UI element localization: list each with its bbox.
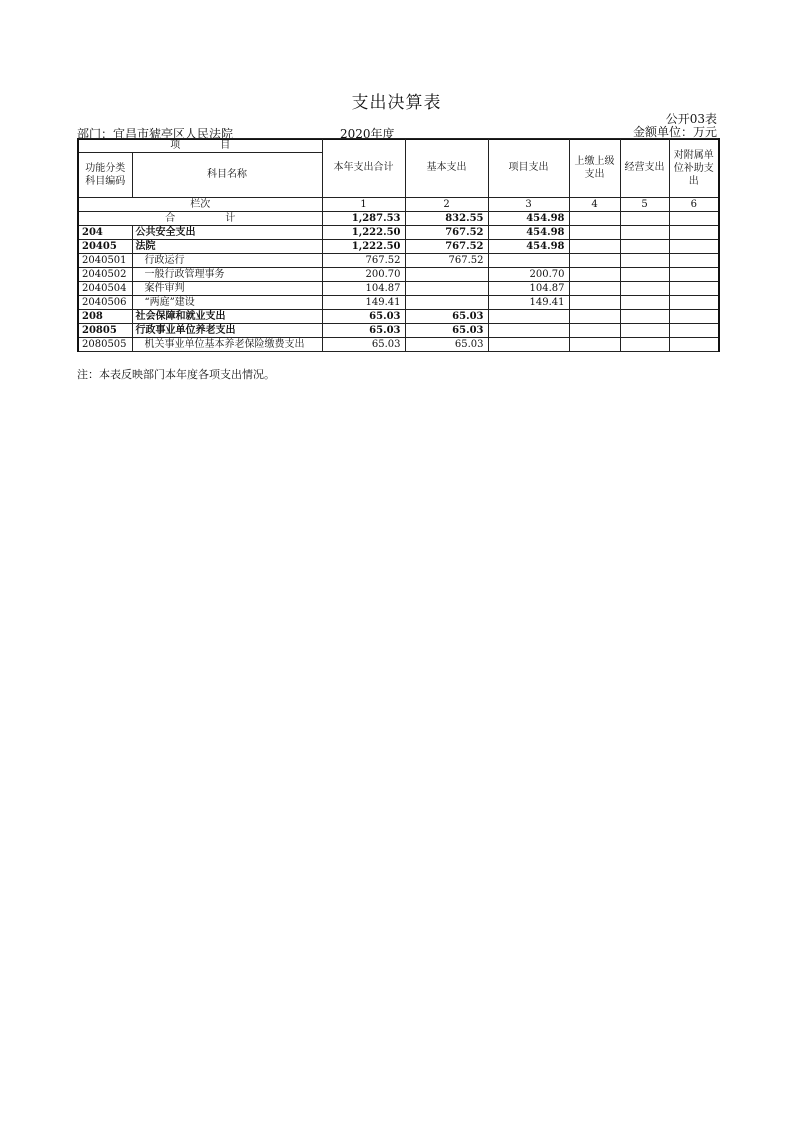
total-total: 1,287.53 [322, 212, 405, 226]
row-subsidiary [669, 254, 719, 268]
row-name: 行政运行 [132, 254, 322, 268]
column-index-row [78, 198, 719, 212]
total-label: 合 计 [78, 212, 322, 226]
total-business [620, 212, 669, 226]
index-2: 2 [405, 198, 488, 212]
row-project: 454.98 [488, 226, 569, 240]
row-project [488, 324, 569, 338]
row-business [620, 282, 669, 296]
table-row [78, 282, 719, 296]
form-code: 公开03表 [665, 112, 717, 126]
basic-header: 基本支出 [405, 139, 488, 198]
index-5: 5 [620, 198, 669, 212]
row-subsidiary [669, 282, 719, 296]
row-name: 公共安全支出 [132, 226, 322, 240]
department-label: 部门：宜昌市猇亭区人民法院 [77, 127, 234, 141]
row-basic: 65.03 [405, 324, 488, 338]
business-header: 经营支出 [620, 139, 669, 198]
subsidiary-header: 对附属单位补助支出 [669, 139, 719, 198]
row-code: 20405 [78, 240, 132, 254]
row-basic: 767.52 [405, 226, 488, 240]
row-total: 767.52 [322, 254, 405, 268]
total-basic: 832.55 [405, 212, 488, 226]
row-basic [405, 282, 488, 296]
row-code: 204 [78, 226, 132, 240]
row-superior [569, 296, 620, 310]
row-basic: 65.03 [405, 338, 488, 352]
row-basic: 767.52 [405, 254, 488, 268]
row-project: 149.41 [488, 296, 569, 310]
row-name: 法院 [132, 240, 322, 254]
row-code: 208 [78, 310, 132, 324]
row-subsidiary [669, 268, 719, 282]
row-superior [569, 268, 620, 282]
index-6: 6 [669, 198, 719, 212]
row-total: 65.03 [322, 310, 405, 324]
total-superior [569, 212, 620, 226]
item-header: 项 目 [78, 139, 322, 153]
row-total: 1,222.50 [322, 226, 405, 240]
table-row [78, 338, 719, 352]
total-project: 454.98 [488, 212, 569, 226]
index-4: 4 [569, 198, 620, 212]
row-name: 一般行政管理事务 [132, 268, 322, 282]
table-note: 注：本表反映部门本年度各项支出情况。 [77, 368, 275, 381]
row-superior [569, 226, 620, 240]
row-business [620, 310, 669, 324]
index-label: 栏次 [78, 198, 322, 212]
index-1: 1 [322, 198, 405, 212]
row-business [620, 296, 669, 310]
row-code: 2040501 [78, 254, 132, 268]
header-row-item [78, 139, 719, 153]
row-superior [569, 282, 620, 296]
total-row [78, 212, 719, 226]
table-row [78, 324, 719, 338]
row-code: 20805 [78, 324, 132, 338]
total-header: 本年支出合计 [322, 139, 405, 198]
row-total: 149.41 [322, 296, 405, 310]
row-subsidiary [669, 240, 719, 254]
row-total: 200.70 [322, 268, 405, 282]
row-total: 1,222.50 [322, 240, 405, 254]
amount-unit: 金额单位：万元 [632, 125, 717, 139]
row-code: 2040504 [78, 282, 132, 296]
row-superior [569, 338, 620, 352]
row-basic [405, 296, 488, 310]
row-name: 社会保障和就业支出 [132, 310, 322, 324]
row-code: 2040506 [78, 296, 132, 310]
table-row [78, 240, 719, 254]
row-superior [569, 254, 620, 268]
row-business [620, 240, 669, 254]
row-business [620, 226, 669, 240]
row-name: 行政事业单位养老支出 [132, 324, 322, 338]
row-superior [569, 240, 620, 254]
row-total: 65.03 [322, 324, 405, 338]
row-subsidiary [669, 338, 719, 352]
total-subsidiary [669, 212, 719, 226]
row-business [620, 268, 669, 282]
row-project [488, 338, 569, 352]
code-header: 功能分类科目编码 [78, 153, 132, 198]
table-row [78, 296, 719, 310]
table-row [78, 254, 719, 268]
row-business [620, 324, 669, 338]
row-project: 454.98 [488, 240, 569, 254]
page-title: 支出决算表 [351, 93, 442, 113]
index-3: 3 [488, 198, 569, 212]
superior-header: 上缴上级支出 [569, 139, 620, 198]
row-subsidiary [669, 324, 719, 338]
table-row [78, 226, 719, 240]
row-subsidiary [669, 310, 719, 324]
row-superior [569, 324, 620, 338]
row-total: 65.03 [322, 338, 405, 352]
row-project: 200.70 [488, 268, 569, 282]
row-superior [569, 310, 620, 324]
row-name: “两庭”建设 [132, 296, 322, 310]
table-row [78, 310, 719, 324]
expenditure-table [77, 138, 720, 352]
row-basic: 767.52 [405, 240, 488, 254]
row-total: 104.87 [322, 282, 405, 296]
row-code: 2040502 [78, 268, 132, 282]
name-header: 科目名称 [132, 153, 322, 198]
fiscal-year: 2020年度 [340, 127, 395, 141]
row-business [620, 254, 669, 268]
row-project [488, 254, 569, 268]
row-name: 案件审判 [132, 282, 322, 296]
row-subsidiary [669, 296, 719, 310]
row-project [488, 310, 569, 324]
row-name: 机关事业单位基本养老保险缴费支出 [132, 338, 322, 352]
table-row [78, 268, 719, 282]
row-code: 2080505 [78, 338, 132, 352]
row-business [620, 338, 669, 352]
project-header: 项目支出 [488, 139, 569, 198]
row-basic [405, 268, 488, 282]
row-subsidiary [669, 226, 719, 240]
row-project: 104.87 [488, 282, 569, 296]
row-basic: 65.03 [405, 310, 488, 324]
